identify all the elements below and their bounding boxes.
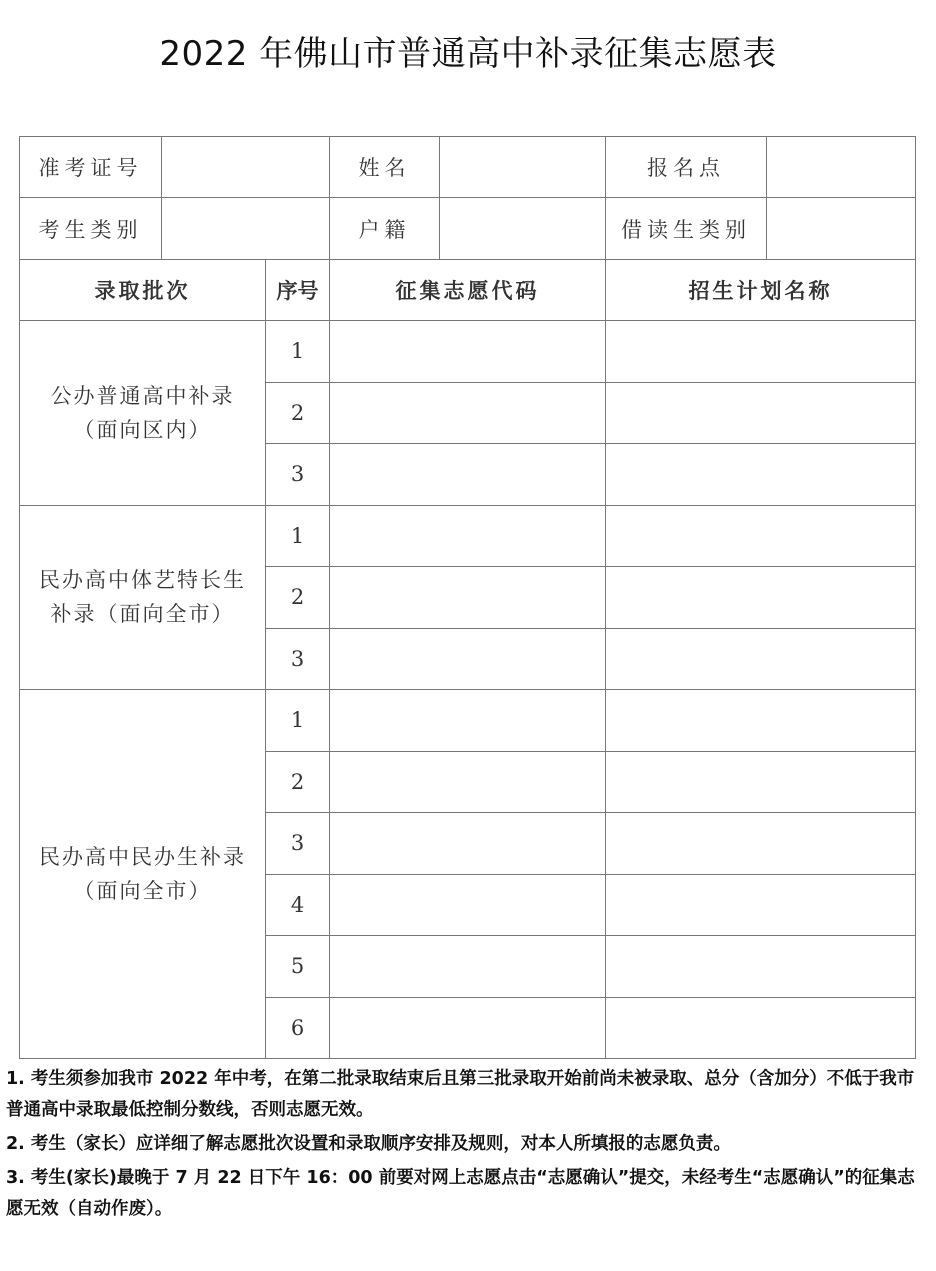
exam-number-label: 准考证号 <box>20 137 162 198</box>
exam-number-field[interactable] <box>162 137 330 198</box>
registration-site-field[interactable] <box>767 137 916 198</box>
wish-code-field[interactable] <box>330 936 606 998</box>
wish-row <box>20 321 916 383</box>
name-field[interactable] <box>440 137 606 198</box>
wish-code-field[interactable] <box>330 505 606 567</box>
info-row <box>20 198 916 260</box>
sequence-number: 2 <box>266 382 330 444</box>
wish-row <box>20 505 916 567</box>
candidate-type-label: 考生类别 <box>20 198 162 260</box>
plan-name-field[interactable] <box>606 628 916 690</box>
notes <box>6 1064 930 1228</box>
sequence-number: 2 <box>266 567 330 629</box>
batch-name-cell <box>20 690 266 1059</box>
wish-code-field[interactable] <box>330 382 606 444</box>
wish-code-field[interactable] <box>330 874 606 936</box>
plan-name-field[interactable] <box>606 444 916 506</box>
registration-site-label: 报名点 <box>606 137 767 198</box>
batch-name-line: 公办普通高中补录 <box>50 383 235 408</box>
plan-name-field[interactable] <box>606 505 916 567</box>
sequence-number: 4 <box>266 874 330 936</box>
batch-name-line: 民办高中民办生补录 <box>39 845 246 869</box>
wish-code-field[interactable] <box>330 321 606 383</box>
note-item: 1. 考生须参加我市 2022 年中考，在第二批录取结束后且第三批录取开始前尚未被录取、总分（含加分）不低于我市普通高中录取最低控制分数线，否则志愿无效。 <box>6 1069 915 1120</box>
plan-name-field[interactable] <box>606 382 916 444</box>
transfer-student-type-label: 借读生类别 <box>606 198 767 260</box>
sequence-number: 6 <box>266 997 330 1059</box>
transfer-student-type-field[interactable] <box>767 198 916 260</box>
plan-name-field[interactable] <box>606 567 916 629</box>
header-plan-name: 招生计划名称 <box>606 260 916 321</box>
wish-code-field[interactable] <box>330 813 606 875</box>
plan-name-field[interactable] <box>606 751 916 813</box>
name-label: 姓名 <box>330 137 440 198</box>
household-field[interactable] <box>440 198 606 260</box>
plan-name-field[interactable] <box>606 997 916 1059</box>
form-title: 2022 年佛山市普通高中补录征集志愿表 <box>159 34 777 74</box>
wish-code-field[interactable] <box>330 444 606 506</box>
header-wish-code: 征集志愿代码 <box>330 260 606 321</box>
wish-code-field[interactable] <box>330 690 606 752</box>
sequence-number: 5 <box>266 936 330 998</box>
sequence-number: 3 <box>266 444 330 506</box>
batch-name-cell <box>20 505 266 690</box>
household-label: 户籍 <box>330 198 440 260</box>
batch-scope-line: （面向全市） <box>73 879 212 903</box>
header-admission-batch: 录取批次 <box>20 260 266 321</box>
batch-name-cell <box>20 321 266 506</box>
batch-scope-line: （面向区内） <box>73 417 212 442</box>
header-row <box>20 260 916 321</box>
wish-code-field[interactable] <box>330 751 606 813</box>
note-item: 3. 考生(家长)最晚于 7 月 22 日下午 16：00 前要对网上志愿点击“志愿确认”提交，未经考生“志愿确认”的征集志愿无效（自动作废）。 <box>6 1168 915 1219</box>
application-form-table <box>19 136 916 1059</box>
sequence-number: 3 <box>266 628 330 690</box>
candidate-type-field[interactable] <box>162 198 330 260</box>
plan-name-field[interactable] <box>606 874 916 936</box>
plan-name-field[interactable] <box>606 813 916 875</box>
info-row <box>20 137 916 198</box>
wish-code-field[interactable] <box>330 628 606 690</box>
plan-name-field[interactable] <box>606 690 916 752</box>
batch-scope-line: 补录（面向全市） <box>50 602 235 627</box>
sequence-number: 2 <box>266 751 330 813</box>
wish-code-field[interactable] <box>330 567 606 629</box>
sequence-number: 1 <box>266 505 330 567</box>
plan-name-field[interactable] <box>606 936 916 998</box>
plan-name-field[interactable] <box>606 321 916 383</box>
wish-row <box>20 690 916 752</box>
wish-code-field[interactable] <box>330 997 606 1059</box>
sequence-number: 3 <box>266 813 330 875</box>
sequence-number: 1 <box>266 690 330 752</box>
header-sequence: 序号 <box>266 260 330 321</box>
form-body <box>20 137 916 1059</box>
sequence-number: 1 <box>266 321 330 383</box>
note-item: 2. 考生（家长）应详细了解志愿批次设置和录取顺序安排及规则，对本人所填报的志愿负责。 <box>6 1134 731 1154</box>
batch-name-line: 民办高中体艺特长生 <box>39 568 246 593</box>
